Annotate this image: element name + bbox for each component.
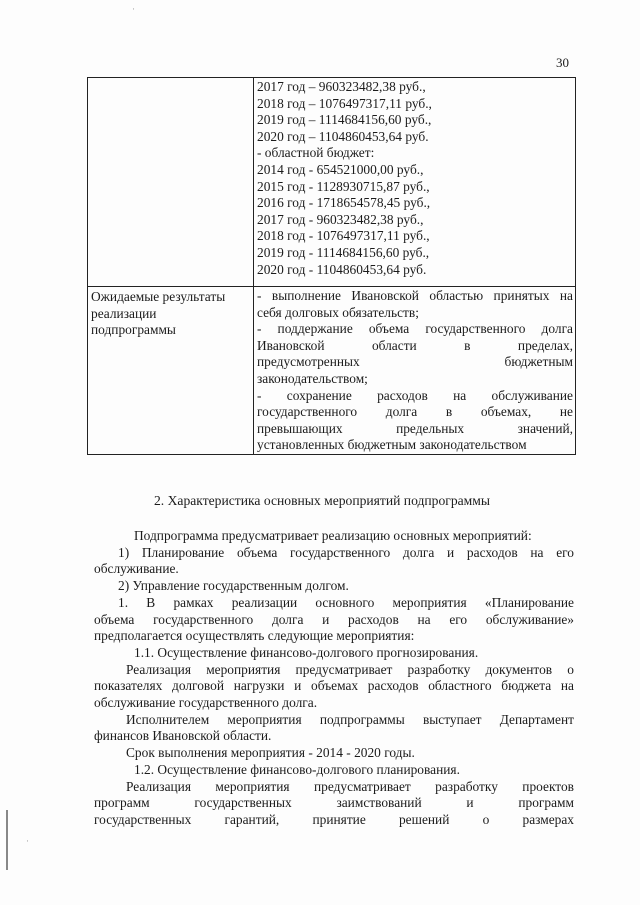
paragraph: финансов Ивановской области. xyxy=(94,728,272,744)
paragraph: предполагается осуществлять следующие мероприятия: xyxy=(94,628,415,644)
results-cell xyxy=(254,287,576,455)
results-line: установленных бюджетным законодательством xyxy=(257,437,527,453)
paragraph: 2) Управление государственным долгом. xyxy=(118,578,349,594)
budget-line: 2019 год – 1114684156,60 руб., xyxy=(257,112,432,128)
paragraph: программ государственных заимствований и программ xyxy=(94,795,574,811)
results-label-line: подпрограммы xyxy=(91,322,176,338)
paragraph: объема государственного долга и расходов на его обслуживание» xyxy=(94,611,574,627)
paragraph: Реализация мероприятия предусматривает разработку проектов xyxy=(126,778,574,794)
results-line: государственного долга в объемах, не xyxy=(257,404,573,420)
page-number: 30 xyxy=(556,55,569,70)
paragraph: 1.1. Осуществление финансово-долгового прогнозирования. xyxy=(134,644,479,660)
scan-speck: · xyxy=(132,4,135,14)
budget-line: - областной бюджет: xyxy=(257,145,375,161)
results-label-line: Ожидаемые результаты xyxy=(91,289,226,304)
paragraph: Реализация мероприятия предусматривает разработку документов о xyxy=(126,661,574,677)
budget-line: 2015 год - 1128930715,87 руб., xyxy=(257,178,430,194)
empty-label-cell xyxy=(88,78,254,287)
scan-speck: · xyxy=(26,836,29,846)
results-line: - поддержание объема государственного долга xyxy=(257,321,573,337)
budget-line: 2017 год - 960323482,38 руб., xyxy=(257,211,424,227)
paragraph: обслуживание. xyxy=(94,561,179,577)
section-title: 2. Характеристика основных мероприятий подпрограммы xyxy=(154,493,491,508)
paragraph: показателях долговой нагрузки и объемах расходов областного бюджета на xyxy=(94,678,574,694)
budget-line: 2019 год - 1114684156,60 руб., xyxy=(257,244,430,260)
paragraph: государственных гарантий, принятие решений о размерах xyxy=(94,811,574,827)
results-label-cell xyxy=(88,287,254,455)
results-line: Ивановской области в пределах, xyxy=(257,337,573,353)
paragraph: Исполнителем мероприятия подпрограммы выступает Департамент xyxy=(126,711,574,727)
results-line: законодательством; xyxy=(257,370,368,386)
table-row-results xyxy=(88,287,576,455)
paragraph: Подпрограмма предусматривает реализацию основных мероприятий: xyxy=(134,528,532,543)
results-line: превышающих предельных значений, xyxy=(257,420,573,436)
budget-line: 2018 год – 1076497317,11 руб., xyxy=(257,95,432,111)
table-row-funding xyxy=(88,78,576,287)
paragraph: обслуживание государственного долга. xyxy=(94,695,318,711)
budget-line: 2016 год - 1718654578,45 руб., xyxy=(257,195,431,211)
paragraph: 1.2. Осуществление финансово-долгового планирования. xyxy=(134,761,460,777)
budget-line: 2014 год - 654521000,00 руб., xyxy=(257,161,424,177)
results-line: - сохранение расходов на обслуживание xyxy=(257,387,573,403)
results-line: предусмотренных бюджетным xyxy=(257,354,573,370)
results-line: - выполнение Ивановской областью принятых на xyxy=(257,288,573,303)
budget-line: 2017 год – 960323482,38 руб., xyxy=(257,79,426,94)
budget-line: 2018 год - 1076497317,11 руб., xyxy=(257,228,430,244)
passport-table xyxy=(87,77,576,455)
results-line: себя долговых обязательств; xyxy=(257,304,419,320)
results-label-line: реализации xyxy=(91,305,157,321)
paragraph: 1) Планирование объема государственного долга и расходов на его xyxy=(118,544,574,560)
body-text xyxy=(94,528,574,829)
paragraph: Срок выполнения мероприятия - 2014 - 2020 годы. xyxy=(126,745,415,761)
budget-line: 2020 год – 1104860453,64 руб. xyxy=(257,128,429,144)
funding-cell xyxy=(254,78,576,287)
scan-edge-mark xyxy=(6,810,8,870)
paragraph: 1. В рамках реализации основного мероприятия «Планирование xyxy=(118,594,574,610)
budget-line: 2020 год - 1104860453,64 руб. xyxy=(257,261,427,277)
